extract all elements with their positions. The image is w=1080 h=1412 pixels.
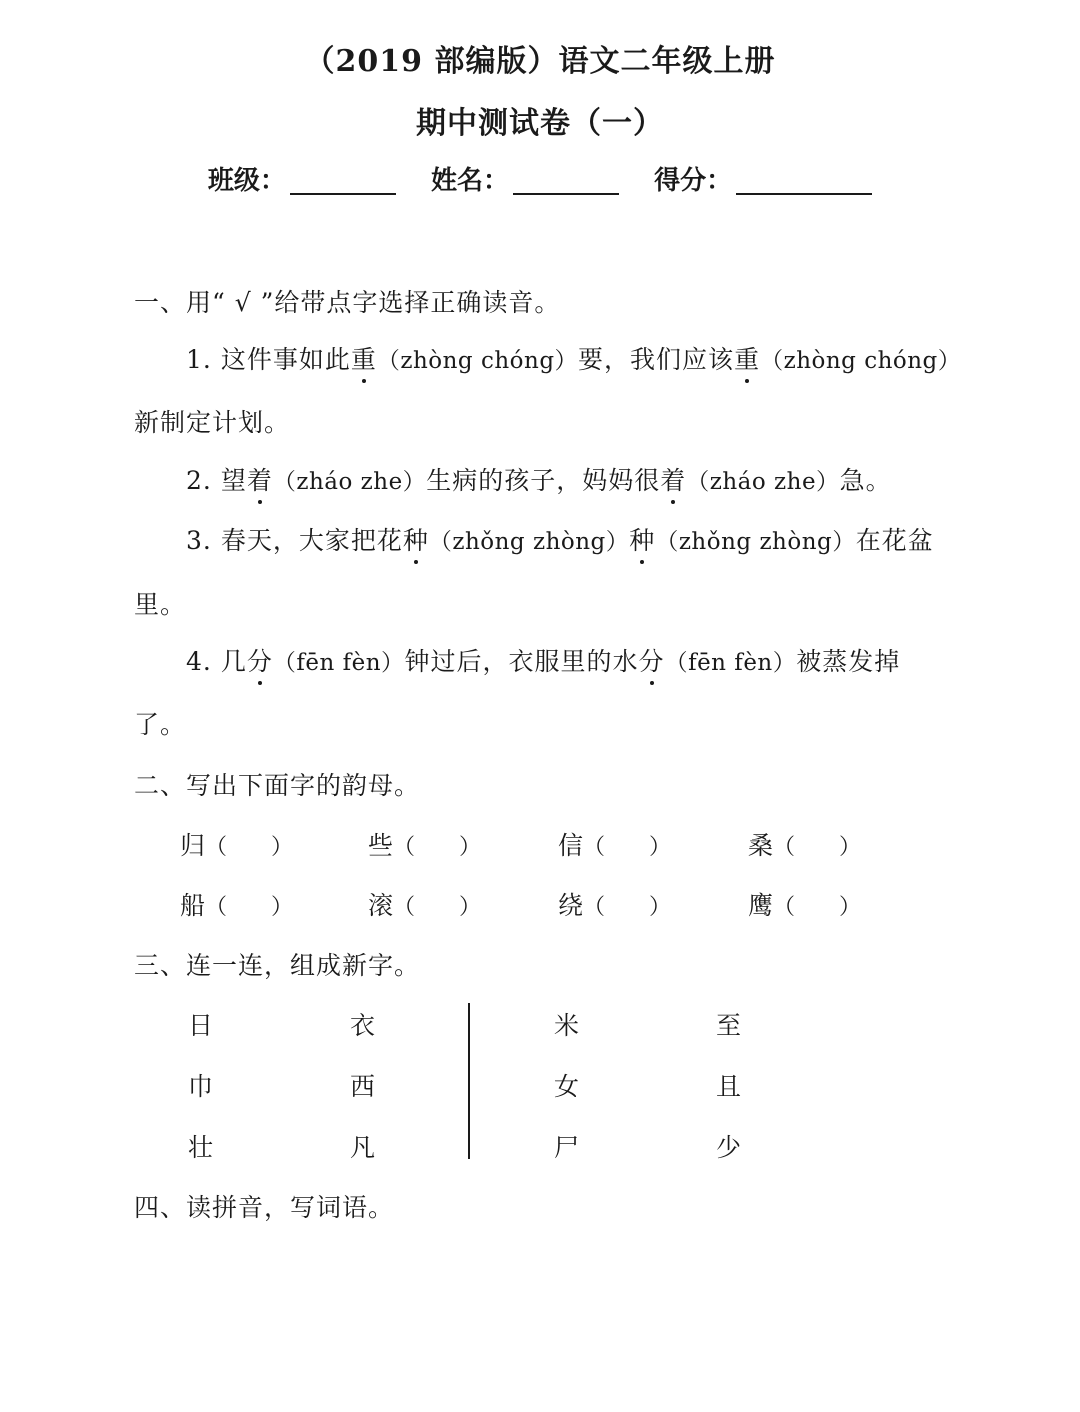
finals-char: 归 [180,831,206,860]
connect-divider [468,1003,470,1159]
finals-item [180,886,293,922]
q3-text-part3: 在花盆 [855,526,934,555]
connect-char-right-1[interactable]: 米 [554,1011,580,1040]
q4-pinyin-options-1[interactable]: （fēn fèn） [272,650,405,676]
q2-text-part2: 生病的孩子，妈妈很 [426,466,661,495]
q3-text-part1: 春天，大家把花 [220,526,403,555]
q4-text-part1: 几 [220,647,247,676]
finals-char: 些 [368,831,394,860]
q1-pinyin-options-2[interactable]: （zhòng chóng） [760,348,962,374]
page-title: （2019 部编版）语文二年级上册 [304,44,776,79]
connect-char-left-1[interactable]: 巾 [188,1072,214,1101]
q1-continuation: 新制定计划。 [134,408,291,437]
connect-char-left-2[interactable]: 衣 [350,1011,376,1040]
q2-number: 2. [186,466,212,495]
connect-char-right-1[interactable]: 女 [554,1072,580,1101]
connect-char-right-1[interactable]: 尸 [554,1133,580,1162]
q3-pinyin-options-1[interactable]: （zhǒng zhòng） [428,529,630,555]
section3-heading: 三、连一连，组成新字。 [134,951,421,980]
finals-item [368,886,481,922]
finals-answer-blank[interactable]: （ ） [205,835,294,860]
name-field[interactable] [513,167,619,195]
finals-answer-blank[interactable]: （ ） [773,835,862,860]
class-label: 班级： [207,166,286,196]
q1-pinyin-options-1[interactable]: （zhòng chóng） [376,348,579,374]
section1-heading: 一、用“ √ ”给带点字选择正确读音。 [134,288,561,317]
q3-dotted-char-2: 种 [629,521,655,557]
page-subtitle: 期中测试卷（一） [416,106,664,141]
connect-char-left-1[interactable]: 壮 [188,1133,214,1162]
score-label: 得分： [654,166,733,196]
section4-heading: 四、读拼音，写词语。 [134,1193,395,1222]
name-label: 姓名： [430,166,509,196]
section2-heading: 二、写出下面字的韵母。 [134,771,421,800]
q1-text-part2: 要，我们应该 [578,345,735,374]
q3-continuation: 里。 [134,590,187,619]
q1-text-part1: 这件事如此 [220,345,351,374]
connect-char-right-2[interactable]: 且 [716,1072,742,1101]
question-1 [186,340,961,376]
connect-char-left-2[interactable]: 西 [350,1072,376,1101]
finals-item [748,826,861,862]
q3-number: 3. [186,526,212,555]
finals-char: 桑 [748,831,774,860]
finals-answer-blank[interactable]: （ ） [205,895,294,920]
finals-answer-blank[interactable]: （ ） [393,895,482,920]
question-4 [186,642,900,678]
class-field[interactable] [290,167,396,195]
finals-item [180,826,293,862]
finals-char: 鹰 [748,891,774,920]
finals-answer-blank[interactable]: （ ） [583,895,672,920]
q3-pinyin-options-2[interactable]: （zhǒng zhòng） [655,529,856,555]
student-info-line [0,160,1080,197]
finals-item [748,886,861,922]
q1-dotted-char-2: 重 [734,340,760,376]
q4-dotted-char-2: 分 [639,642,665,678]
question-3 [186,521,934,557]
connect-char-right-2[interactable]: 少 [716,1133,742,1162]
finals-char: 信 [558,831,584,860]
q1-number: 1. [186,345,212,374]
q4-dotted-char-1: 分 [247,642,273,678]
q2-dotted-char-1: 着 [247,461,273,497]
q4-text-part3: 被蒸发掉 [796,647,901,676]
finals-answer-blank[interactable]: （ ） [773,895,862,920]
q2-dotted-char-2: 着 [660,461,686,497]
q4-text-part2: 钟过后，衣服里的水 [404,647,639,676]
q4-pinyin-options-2[interactable]: （fēn fèn） [664,650,797,676]
q2-text-part3: 急。 [839,466,892,495]
finals-answer-blank[interactable]: （ ） [583,835,672,860]
q4-continuation: 了。 [134,710,187,739]
finals-char: 船 [180,891,206,920]
finals-item [558,826,671,862]
question-2 [186,461,892,497]
score-field[interactable] [736,167,872,195]
finals-item [558,886,671,922]
connect-char-left-2[interactable]: 凡 [350,1133,376,1162]
q4-number: 4. [186,647,212,676]
q2-pinyin-options-1[interactable]: （zháo zhe） [272,469,427,495]
connect-char-left-1[interactable]: 日 [188,1011,214,1040]
q2-text-part1: 望 [220,466,247,495]
finals-char: 滚 [368,891,394,920]
connect-char-right-2[interactable]: 至 [716,1011,742,1040]
q2-pinyin-options-2[interactable]: （zháo zhe） [686,469,840,495]
finals-char: 绕 [558,891,584,920]
finals-item [368,826,481,862]
q3-dotted-char-1: 种 [403,521,429,557]
finals-answer-blank[interactable]: （ ） [393,835,482,860]
q1-dotted-char-1: 重 [351,340,377,376]
